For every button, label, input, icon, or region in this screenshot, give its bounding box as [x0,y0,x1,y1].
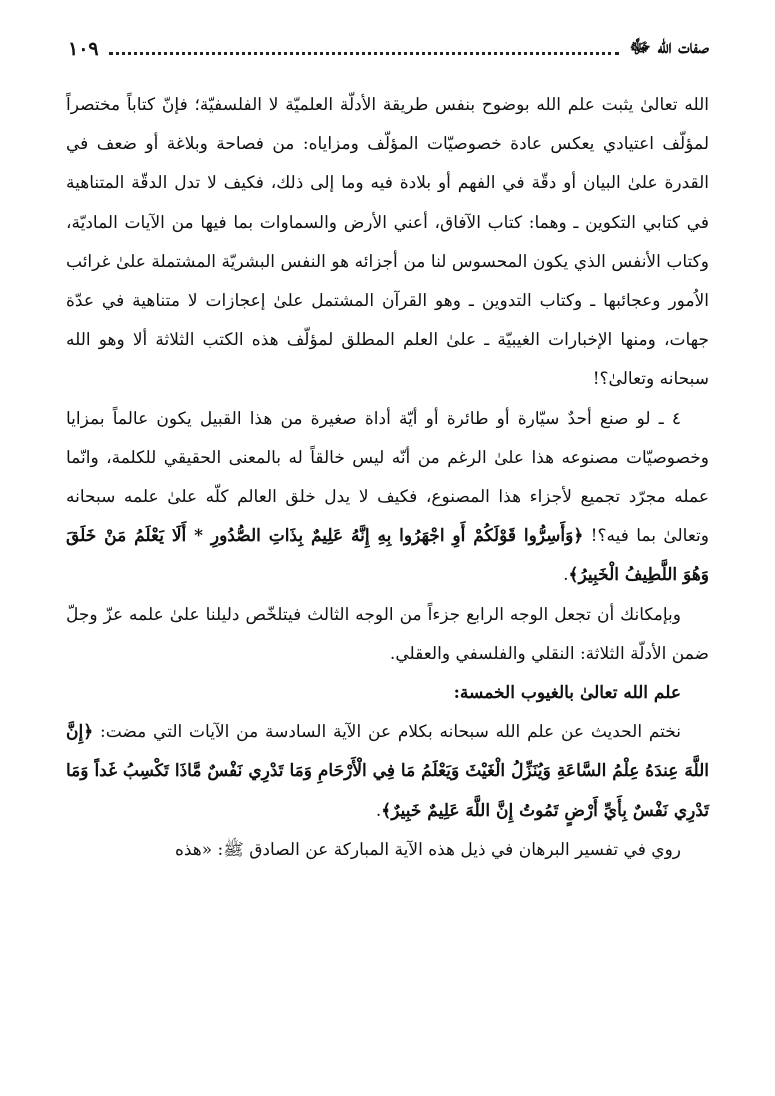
header-dot-leader [109,52,620,55]
last-line-text: روي في تفسير البرهان في ذيل هذه الآية المباركة عن الصادق ﷺ: «هذه [174,839,681,860]
page-number: ١٠٩ [68,38,99,60]
header-title: صفات الله ﷻ [629,36,709,58]
paragraph-3-text: وبإمكانك أن تجعل الوجه الرابع جزءاً من الوجه الثالث فيتلخّص دليلنا علىٰ علمه عزّ وجلّ ضمن الأدلّة الثلاثة: النقلي والفلسفي والعقلي. [66,604,709,664]
running-header [68,32,709,66]
section-intro: نختم الحديث عن علم الله سبحانه بكلام عن الآية السادسة من الآيات التي مضت: [99,722,681,743]
quran-verse-2: ﴿إِنَّ اللَّهَ عِندَهُ عِلْمُ السَّاعَةِ وَيُنَزِّلُ الْغَيْثَ وَيَعْلَمُ مَا فِي الْأَرْحَامِ وَمَا تَدْرِي نَفْسٌ مَّاذَا تَكْسِبُ غَداً وَمَا تَدْرِي نَفْسٌ بِأَيِّ أَرْضٍ تَمُوتُ إِنَّ اللَّهَ عَلِيمٌ خَبِيرٌ﴾ [66,722,709,821]
quran-verse-1: ﴿وَأَسِرُّوا قَوْلَكُمْ أَوِ اجْهَرُوا بِهِ إِنَّهُ عَلِيمٌ بِذَاتِ الصُّدُورِ * أَلَا يَعْلَمُ مَنْ خَلَقَ وَهُوَ اللَّطِيفُ الْخَبِيرُ﴾ [66,526,709,586]
paragraph-1 [66,86,709,400]
paragraph-2-tail: . [563,565,569,586]
page-body [66,86,709,870]
paragraph-3 [66,596,709,674]
paragraph-2 [66,400,709,596]
paragraph-2-text: ٤ ـ لو صنع أحدٌ سيّارة أو طائرة أو أيّة أداة صغيرة من هذا القبيل يكون عالماً بمزايا وخصوصيّات مصنوعه هذا علىٰ الرغم من أنّه ليس خالقاً له بالمعنى الحقيقي للكلمة، وانّما عمله مجرّد تجميع لأجزاء هذا المصنوع، فكيف لا يدل خلق العالم كلّه علىٰ علمه سبحانه وتعالىٰ بما فيه؟! [66,408,710,547]
section-heading: علم الله تعالىٰ بالغيوب الخمسة: [453,683,681,704]
section-tail: . [375,800,382,821]
section-paragraph [66,713,709,831]
paragraph-1-text: الله تعالىٰ يثبت علم الله بوضوح بنفس طريقة الأدلّة العلميّة لا الفلسفيّة؛ فإنّ كتاباً مختصراً لمؤلّف اعتيادي يعكس عادة خصوصيّات المؤلّف ومزاياه: من فصاحة وبلاغة أو ضعف في القدرة علىٰ البيان أو دقّة في الفهم أو بلادة فيه وما إلى ذلك، فكيف لا تدل الدقّة المتناهية في كتابي التكوين ـ وهما: كتاب الآفاق، أعني الأرض والسماوات بما فيها من الآيات الماديّة، وكتاب الأنفس الذي يكون المحسوس لنا من أجزائه هو النفس البشريّة المشتملة علىٰ غرائب الاُمور وعجائبها ـ وكتاب التدوين ـ وهو القرآن المشتمل علىٰ إعجازات لا متناهية في عدّة جهات، ومنها الإخبارات الغيبيّة ـ علىٰ العلم المطلق لمؤلّف هذه الكتب الثلاثة ألا وهو الله سبحانه وتعالىٰ؟! [66,95,709,390]
last-line [66,831,709,870]
